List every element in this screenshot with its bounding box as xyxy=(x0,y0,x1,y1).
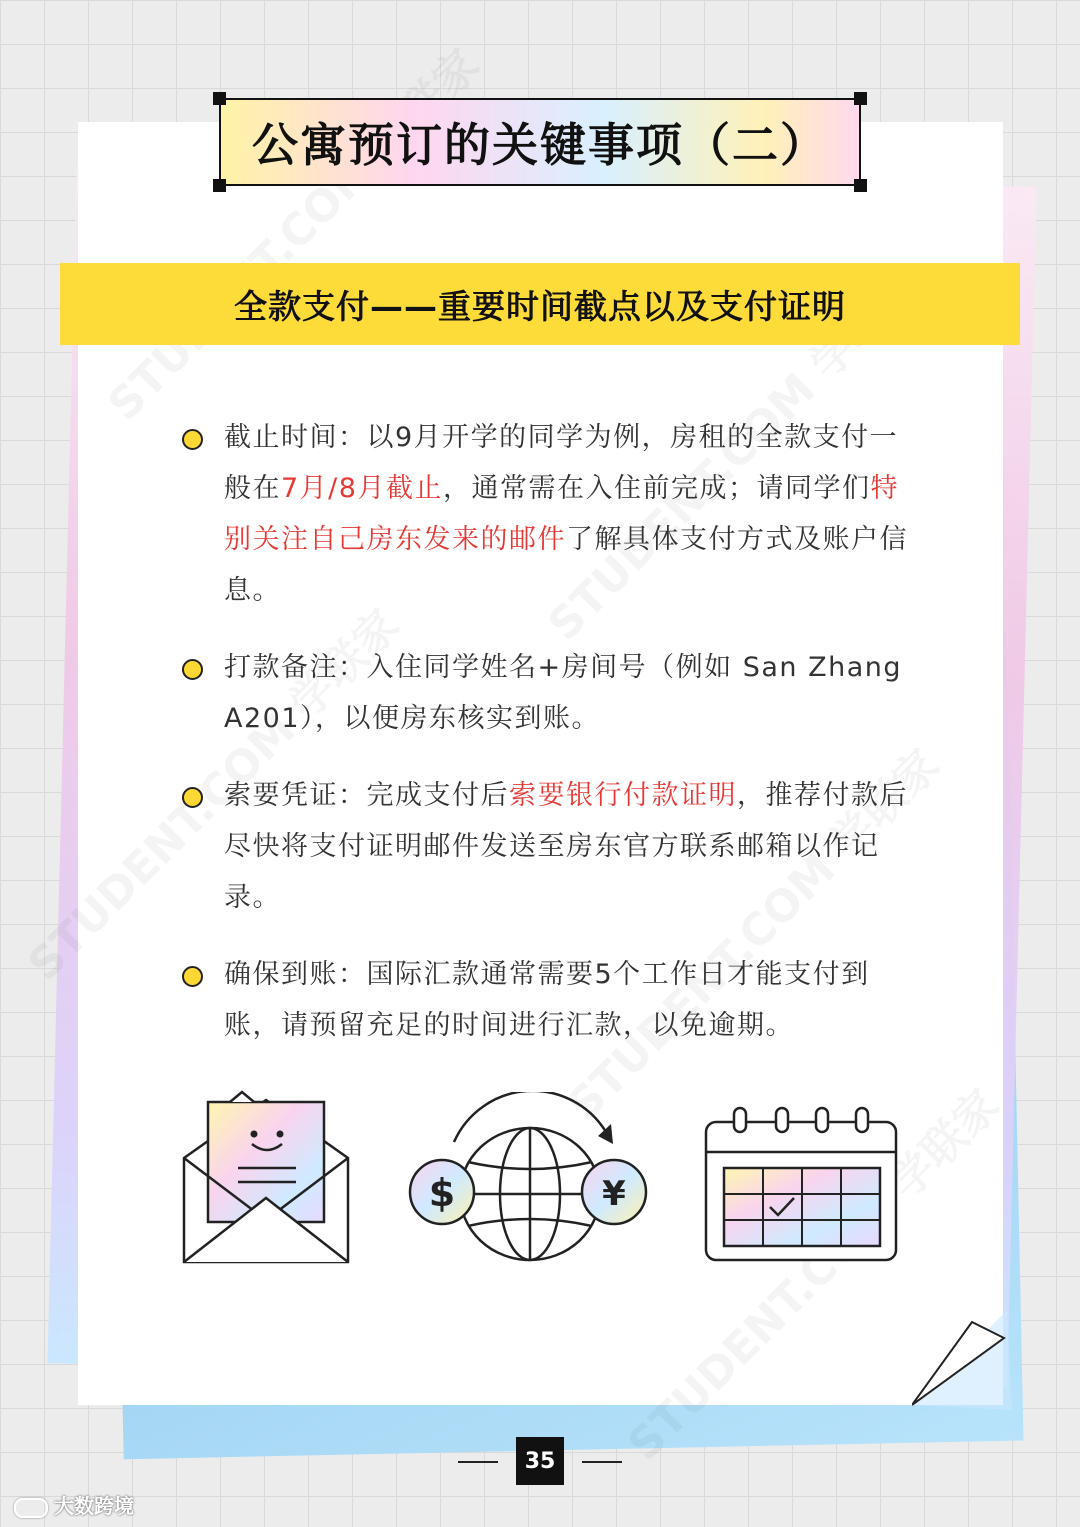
corner-handle-icon xyxy=(854,179,867,192)
bullet-text-run: ，通常需在入住前完成；请同学们 xyxy=(442,473,871,504)
bullet-list xyxy=(180,412,910,1077)
watermark-logo-icon xyxy=(14,1498,48,1518)
dollar-icon: $ xyxy=(428,1171,456,1215)
bullet-dot-icon xyxy=(182,966,203,987)
corner-handle-icon xyxy=(213,92,226,105)
highlighted-text: 7月/8月截止 xyxy=(281,473,443,504)
calendar-icon xyxy=(704,1104,900,1264)
highlighted-text: 特别关注自己房东发来的邮件 xyxy=(224,473,899,555)
bullet-dot-icon xyxy=(182,429,203,450)
page-title: 公寓预订的关键事项（二） xyxy=(252,118,828,172)
yen-icon: ¥ xyxy=(602,1174,626,1214)
page-title-box xyxy=(219,98,861,186)
corner-watermark xyxy=(14,1490,134,1519)
envelope-icon xyxy=(180,1090,352,1265)
bullet-text xyxy=(224,959,870,1041)
illustration-row xyxy=(180,1090,900,1270)
page-number-indicator xyxy=(458,1437,622,1487)
bullet-dot-icon xyxy=(182,787,203,808)
bullet-text-run: 了解具体支付方式及账户信息。 xyxy=(224,524,908,606)
bullet-dot-icon xyxy=(182,659,203,680)
bullet-text-run: 打款备注：入住同学姓名+房间号（例如 San Zhang A201），以便房东核实到账。 xyxy=(224,652,902,734)
bullet-item xyxy=(180,770,910,923)
divider xyxy=(458,1461,498,1463)
section-banner xyxy=(60,263,1020,345)
divider xyxy=(582,1461,622,1463)
corner-handle-icon xyxy=(854,92,867,105)
bullet-item xyxy=(180,412,910,616)
bullet-text-run: 确保到账：国际汇款通常需要5个工作日才能支付到账，请预留充足的时间进行汇款，以免逾期。 xyxy=(224,959,870,1041)
bullet-text xyxy=(224,652,902,734)
bullet-item xyxy=(180,949,910,1051)
corner-watermark-text: 大数跨境 xyxy=(54,1494,134,1518)
page-number: 35 xyxy=(516,1437,564,1485)
corner-handle-icon xyxy=(213,179,226,192)
folded-corner-icon xyxy=(912,1310,1012,1410)
section-heading: 全款支付——重要时间截点以及支付证明 xyxy=(234,286,846,326)
bullet-text-run: 截止时间：以9月开学的同学为例，房租的全款支付一般在 xyxy=(224,422,899,504)
bullet-text xyxy=(224,422,908,606)
bullet-text-run: ，推荐付款后尽快将支付证明邮件发送至房东官方联系邮箱以作记录。 xyxy=(224,780,908,913)
currency-exchange-icon xyxy=(406,1092,654,1267)
bullet-text-run: 索要凭证：完成支付后 xyxy=(224,780,509,811)
highlighted-text: 索要银行付款证明 xyxy=(509,780,737,811)
bullet-text xyxy=(224,780,908,913)
bullet-item xyxy=(180,642,910,744)
